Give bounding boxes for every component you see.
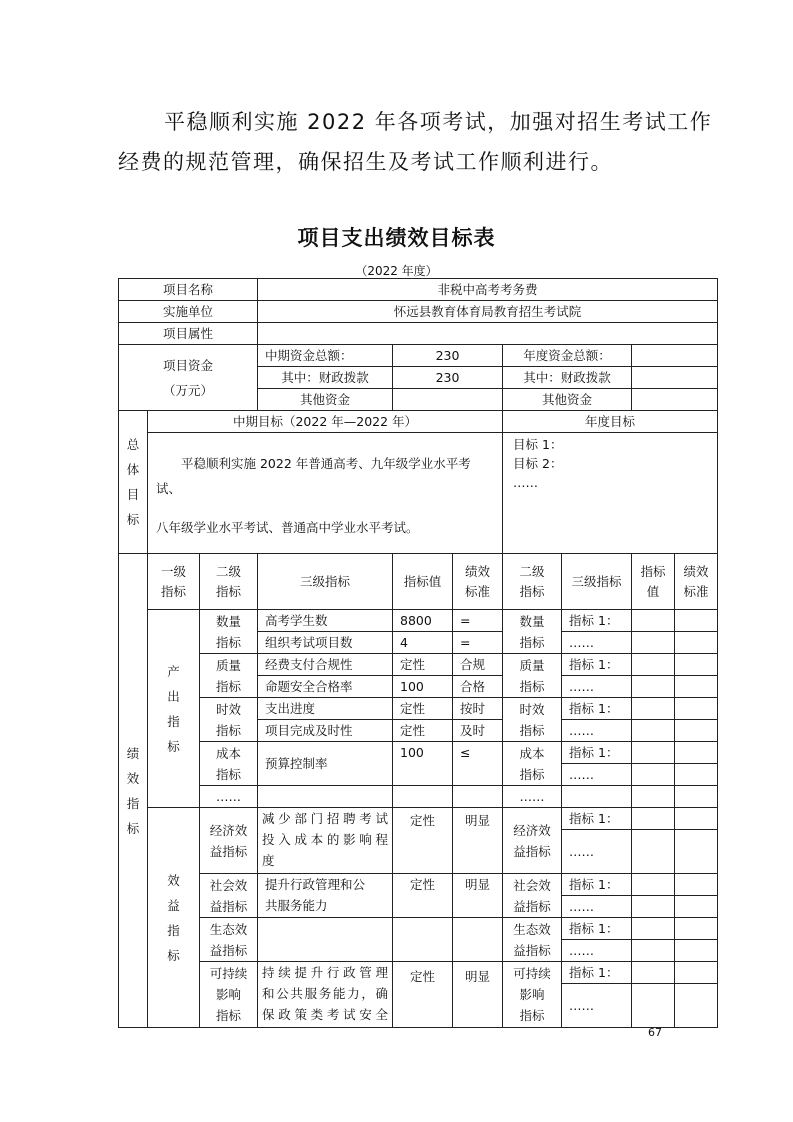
header-year-level2 [503, 554, 562, 610]
output-more: …… [200, 786, 258, 808]
annual-goal-line: 目标 2： [513, 456, 563, 471]
performance-target-table [118, 278, 718, 1028]
indicator-value [393, 786, 453, 808]
annual-goal-line: …… [513, 475, 539, 490]
header-text: 标准 [683, 583, 709, 599]
year-indicator-name: 指标 1： [562, 610, 632, 632]
year-total-value [632, 345, 718, 367]
year-indicator-name: 指标 1： [562, 918, 632, 940]
table-row [119, 808, 718, 830]
mid-term-goal-header: 中期目标（2022 年—2022 年） [148, 411, 503, 433]
table-title: 项目支出绩效目标表 [297, 226, 496, 250]
header-year-value [632, 554, 675, 610]
header-text: 指标 [640, 563, 666, 579]
year-indicator-name [562, 786, 632, 808]
mid-fiscal-value: 230 [393, 367, 503, 389]
indicator-value: 100 [393, 676, 453, 698]
table-row [119, 698, 718, 720]
year-sustainability-category [503, 962, 562, 1028]
annual-goal-line: 目标 1： [513, 437, 563, 452]
goals-label-char: 总 [126, 437, 140, 452]
year-indicator-value [632, 720, 675, 742]
year-fiscal-label: 其中：财政拨款 [503, 367, 632, 389]
indicator-value [393, 918, 453, 962]
year-indicator-value [632, 676, 675, 698]
indicator-standard: 及时 [453, 720, 503, 742]
indicator-standard [453, 918, 503, 962]
indicator-value: 4 [393, 632, 453, 654]
intro-paragraph-line-2: 经费的规范管理，确保招生及考试工作顺利进行。 [118, 150, 613, 174]
year-indicator-standard [675, 742, 718, 764]
year-indicator-name: …… [562, 940, 632, 962]
indicator-value: 8800 [393, 610, 453, 632]
year-other-value [632, 389, 718, 411]
mid-fiscal-label: 其中：财政拨款 [258, 367, 393, 389]
table-row [119, 610, 718, 632]
indicator-name [258, 918, 393, 962]
indicator-name-line: 共服务能力 [265, 898, 328, 913]
category-text: 指标 [216, 766, 242, 782]
header-text: 绩效 [683, 563, 709, 579]
category-text: 经济效 [513, 822, 551, 838]
header-text: 值 [646, 583, 660, 599]
year-indicator-value [632, 764, 675, 786]
year-indicator-standard [675, 896, 718, 918]
year-indicator-value [632, 962, 675, 984]
header-text: 一级 [160, 563, 186, 579]
indicator-name-line: 持续提升行政管理 [262, 965, 389, 980]
category-text: 指标 [216, 678, 242, 694]
indicator-name [258, 786, 393, 808]
year-social-category [503, 874, 562, 918]
header-value: 指标值 [393, 554, 453, 610]
category-text: 益指标 [209, 942, 248, 958]
indicator-standard [453, 786, 503, 808]
indicator-value: 定性 [393, 698, 453, 720]
performance-indicators-label [119, 554, 148, 1028]
header-level1 [148, 554, 200, 610]
indicator-value: 定性 [393, 720, 453, 742]
year-indicator-name: 指标 1： [562, 962, 632, 984]
indicator-name: 命题安全合格率 [258, 676, 393, 698]
benefit-label-char: 标 [167, 947, 180, 963]
project-funds-label-line1: 项目资金 [163, 357, 214, 373]
year-indicator-value [632, 786, 675, 808]
sustainability-category [200, 962, 258, 1028]
table-row [119, 874, 718, 896]
category-text: 指标 [519, 678, 545, 694]
year-indicator-name: …… [562, 764, 632, 786]
year-indicator-value [632, 896, 675, 918]
indicator-name-line: 提升行政管理和公 [265, 877, 366, 892]
category-text: 指标 [519, 1008, 545, 1023]
year-indicator-standard [675, 676, 718, 698]
category-text: 质量 [216, 657, 242, 673]
indicator-standard: 明显 [453, 808, 503, 874]
header-text: 二级 [216, 563, 242, 579]
category-text: 影响 [216, 987, 242, 1002]
timeliness-category [200, 698, 258, 742]
benefit-label-char: 指 [167, 922, 180, 938]
goals-content-row [119, 433, 718, 554]
goals-label-char: 标 [126, 512, 140, 527]
project-attribute-row [119, 323, 718, 345]
year-indicator-name: …… [562, 830, 632, 874]
indicator-standard: 明显 [453, 962, 503, 1028]
goals-label-char: 体 [126, 462, 140, 477]
year-indicator-standard [675, 632, 718, 654]
project-funds-label [119, 345, 258, 411]
category-text: 指标 [216, 634, 242, 650]
year-economic-category [503, 808, 562, 874]
benefit-label-char: 益 [167, 897, 180, 913]
category-text: 社会效 [513, 877, 551, 893]
indicator-name-line: 减少部门招聘考试 [262, 811, 389, 826]
year-other-label: 其他资金 [503, 389, 632, 411]
year-timeliness-category [503, 698, 562, 742]
year-indicator-name: …… [562, 720, 632, 742]
output-label-char: 指 [167, 713, 180, 729]
year-quality-category [503, 654, 562, 698]
project-attribute-value [258, 323, 718, 345]
annual-goal-header: 年度目标 [503, 411, 718, 433]
indicators-header-row [119, 554, 718, 610]
indicator-name [258, 962, 393, 1028]
category-text: 数量 [216, 613, 242, 629]
indicator-standard: = [453, 610, 503, 632]
year-quantity-category [503, 610, 562, 654]
year-indicator-name: 指标 1： [562, 808, 632, 830]
year-indicator-value [632, 654, 675, 676]
goals-label-char: 目 [126, 487, 140, 502]
annual-goal-text [503, 433, 718, 554]
category-text: 益指标 [513, 898, 551, 914]
category-text: 可持续 [513, 966, 551, 981]
indicator-value: 定性 [393, 962, 453, 1028]
indicators-label-char: 标 [126, 820, 140, 836]
mid-term-goal-line-2: 八年级学业水平考试、普通高中学业水平考试。 [156, 520, 419, 535]
intro-line-1-text: 平稳顺利实施 2022 年各项考试，加强对招生考试工作 [164, 110, 713, 134]
category-text: 影响 [519, 987, 545, 1002]
indicator-standard: = [453, 632, 503, 654]
implementing-unit-label: 实施单位 [119, 301, 258, 323]
category-text: 经济效 [209, 822, 248, 838]
indicator-value: 定性 [393, 808, 453, 874]
indicator-value: 定性 [393, 874, 453, 918]
output-label-char: 出 [167, 688, 180, 704]
table-year: （2022 年度） [355, 264, 438, 278]
mid-total-value: 230 [393, 345, 503, 367]
indicator-standard: 按时 [453, 698, 503, 720]
indicator-name: 组织考试项目数 [258, 632, 393, 654]
table-row [119, 742, 718, 764]
category-text: 时效 [519, 701, 545, 717]
indicator-value: 100 [393, 742, 453, 786]
year-indicator-standard [675, 808, 718, 830]
year-indicator-standard [675, 610, 718, 632]
table-row [119, 654, 718, 676]
year-indicator-value [632, 984, 675, 1028]
indicator-name-line: 投入成本的影响程 [262, 832, 389, 847]
category-text: 益指标 [513, 843, 551, 859]
indicator-name-line: 保政策类考试安全 [262, 1007, 389, 1022]
indicators-label-char: 效 [126, 770, 140, 786]
output-label-char: 产 [167, 663, 180, 679]
header-level2 [200, 554, 258, 610]
indicator-name: 高考学生数 [258, 610, 393, 632]
indicator-name: 经费支付合规性 [258, 654, 393, 676]
year-indicator-name: …… [562, 896, 632, 918]
project-name-label: 项目名称 [119, 279, 258, 301]
year-indicator-standard [675, 720, 718, 742]
year-indicator-standard [675, 786, 718, 808]
mid-other-value [393, 389, 503, 411]
category-text: 益指标 [513, 942, 551, 958]
year-indicator-standard [675, 764, 718, 786]
header-year-standard [675, 554, 718, 610]
output-label-char: 标 [167, 738, 180, 754]
page-number: 67 [648, 1026, 662, 1039]
header-year-level3: 三级指标 [562, 554, 632, 610]
indicator-name-line: 和公共服务能力，确 [262, 986, 389, 1001]
indicator-name: 预算控制率 [258, 742, 393, 786]
year-indicator-standard [675, 874, 718, 896]
indicator-standard: ≤ [453, 742, 503, 786]
goals-header-row [119, 411, 718, 433]
project-attribute-label: 项目属性 [119, 323, 258, 345]
indicator-name [258, 808, 393, 874]
funds-row-total [119, 345, 718, 367]
header-text: 指标 [519, 583, 545, 599]
year-total-label: 年度资金总额： [503, 345, 632, 367]
header-text: 指标 [216, 583, 242, 599]
quantity-category [200, 610, 258, 654]
category-text: 成本 [519, 745, 545, 761]
header-text: 指标 [160, 583, 186, 599]
category-text: 指标 [519, 766, 545, 782]
category-text: 指标 [216, 1008, 242, 1023]
year-indicator-value [632, 918, 675, 940]
table-row [119, 786, 718, 808]
header-level3: 三级指标 [258, 554, 393, 610]
year-indicator-name: …… [562, 632, 632, 654]
year-indicator-standard [675, 984, 718, 1028]
project-name-row [119, 279, 718, 301]
project-funds-label-line2: （万元） [163, 382, 214, 398]
overall-goals-label [119, 411, 148, 554]
year-indicator-standard [675, 654, 718, 676]
year-indicator-value [632, 808, 675, 830]
category-text: 社会效 [209, 877, 248, 893]
year-indicator-value [632, 940, 675, 962]
header-text: 标准 [465, 583, 491, 599]
social-benefit-category [200, 874, 258, 918]
cost-category [200, 742, 258, 786]
implementing-unit-value: 怀远县教育体育局教育招生考试院 [258, 301, 718, 323]
table-row [119, 918, 718, 940]
benefit-label-char: 效 [167, 872, 180, 888]
year-cost-category [503, 742, 562, 786]
year-ecological-category [503, 918, 562, 962]
benefit-indicators-label [148, 808, 200, 1028]
economic-benefit-category [200, 808, 258, 874]
year-indicator-name: 指标 1： [562, 874, 632, 896]
implementing-unit-row [119, 301, 718, 323]
ecological-benefit-category [200, 918, 258, 962]
year-indicator-value [632, 632, 675, 654]
indicator-standard: 合格 [453, 676, 503, 698]
indicator-name: 支出进度 [258, 698, 393, 720]
year-indicator-standard [675, 962, 718, 984]
year-indicator-value [632, 610, 675, 632]
indicators-label-char: 绩 [126, 745, 140, 761]
intro-paragraph-line-1 [118, 100, 718, 144]
header-text: 二级 [519, 563, 545, 579]
year-indicator-value [632, 698, 675, 720]
year-indicator-name: 指标 1： [562, 654, 632, 676]
year-indicator-standard [675, 830, 718, 874]
indicator-standard: 合规 [453, 654, 503, 676]
mid-term-goal-text [148, 433, 503, 554]
indicator-name: 项目完成及时性 [258, 720, 393, 742]
indicator-standard: 明显 [453, 874, 503, 918]
category-text: 成本 [216, 745, 242, 761]
year-indicator-name: 指标 1： [562, 698, 632, 720]
category-text: 益指标 [209, 898, 248, 914]
year-indicator-name: 指标 1： [562, 742, 632, 764]
year-indicator-standard [675, 698, 718, 720]
year-indicator-value [632, 830, 675, 874]
indicator-name [258, 874, 393, 918]
year-indicator-standard [675, 918, 718, 940]
mid-other-label: 其他资金 [258, 389, 393, 411]
output-indicators-label [148, 610, 200, 808]
category-text: 指标 [519, 722, 545, 738]
category-text: 质量 [519, 657, 545, 673]
category-text: 可持续 [209, 966, 248, 981]
mid-total-label: 中期资金总额： [258, 345, 393, 367]
year-indicator-name: …… [562, 676, 632, 698]
year-indicator-standard [675, 940, 718, 962]
indicators-label-char: 指 [126, 795, 140, 811]
category-text: 时效 [216, 701, 242, 717]
year-output-more: …… [503, 786, 562, 808]
indicator-name-line: 度 [262, 853, 275, 868]
category-text: 益指标 [209, 843, 248, 859]
category-text: 指标 [216, 722, 242, 738]
category-text: 指标 [519, 634, 545, 650]
table-row [119, 962, 718, 984]
year-indicator-value [632, 742, 675, 764]
category-text: 生态效 [513, 921, 551, 937]
header-text: 绩效 [465, 563, 491, 579]
category-text: 数量 [519, 613, 545, 629]
year-fiscal-value [632, 367, 718, 389]
category-text: 生态效 [209, 921, 248, 937]
year-indicator-name: …… [562, 984, 632, 1028]
indicator-value: 定性 [393, 654, 453, 676]
project-name-value: 非税中高考考务费 [258, 279, 718, 301]
mid-term-goal-line-1: 平稳顺利实施 2022 年普通高考、九年级学业水平考试、 [156, 456, 471, 496]
header-standard [453, 554, 503, 610]
quality-category [200, 654, 258, 698]
year-indicator-value [632, 874, 675, 896]
